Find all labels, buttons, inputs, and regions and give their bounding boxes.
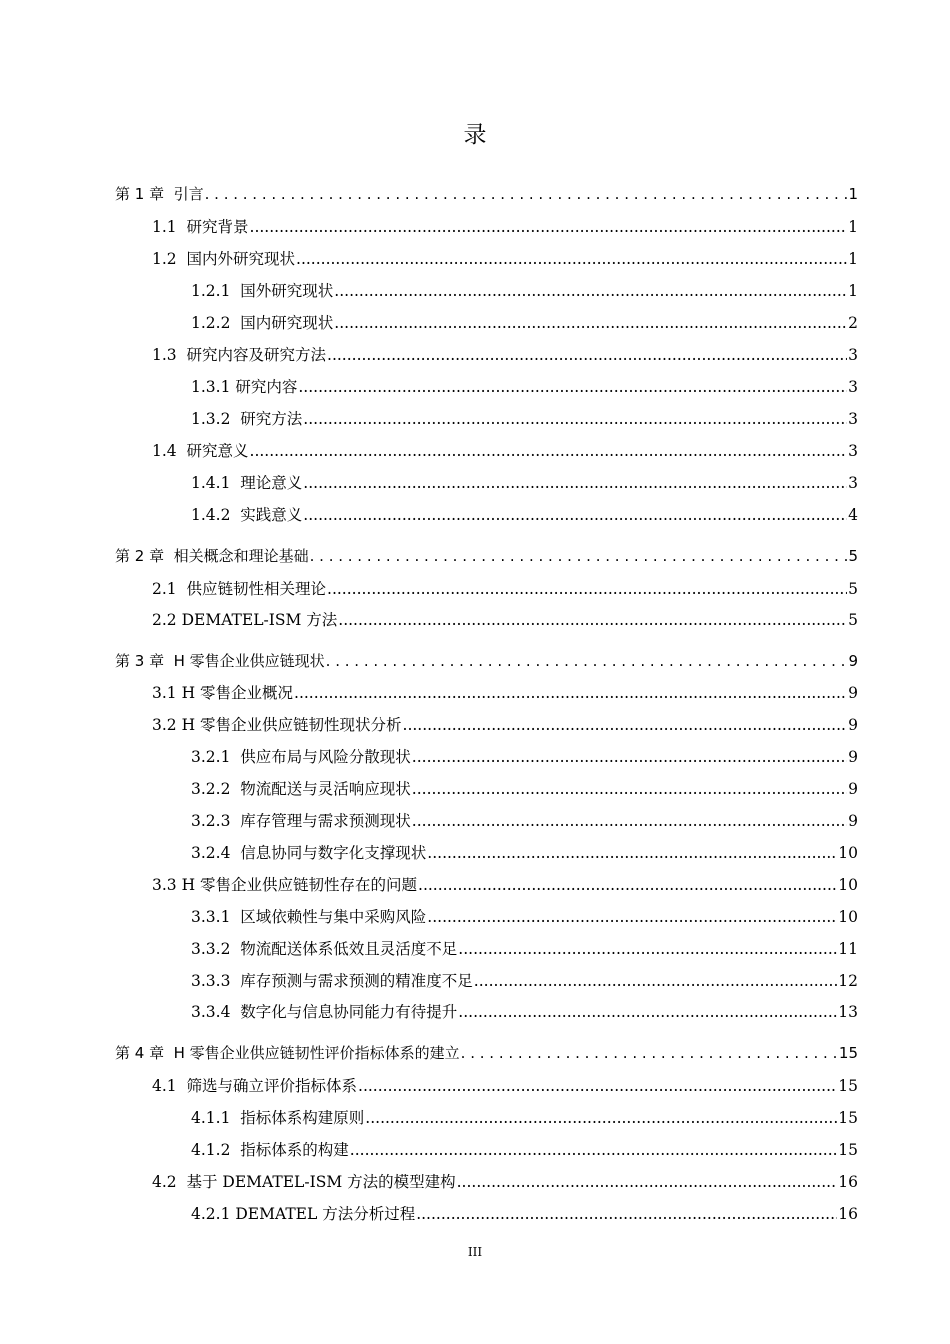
page-number: III: [467, 1245, 483, 1259]
toc-entry-label: 第 1 章 引言: [115, 185, 204, 203]
toc-entry[interactable]: [152, 681, 858, 703]
toc-entry-page: 5: [848, 580, 858, 598]
toc-entry-page: 10: [838, 844, 858, 862]
toc-leader-dots: [334, 282, 847, 300]
toc-entry-label: 第 3 章 H 零售企业供应链现状: [115, 652, 325, 670]
toc-entry-page: 9: [848, 812, 858, 830]
toc-entry[interactable]: [152, 713, 858, 735]
toc-leader-dots: [350, 1141, 837, 1159]
toc-entry-page: 10: [838, 908, 858, 926]
toc-entry-page: 15: [838, 1077, 858, 1095]
toc-entry-label: 1.3.2 研究方法: [191, 410, 303, 428]
toc-entry-label: 3.2.2 物流配送与灵活响应现状: [191, 780, 411, 798]
toc-leader-dots: [461, 1044, 838, 1062]
toc-leader-dots: [412, 812, 847, 830]
toc-entry-page: 3: [848, 410, 858, 428]
toc-entry[interactable]: [191, 503, 858, 525]
toc-leader-dots: [338, 611, 847, 629]
toc-entry[interactable]: [115, 545, 858, 567]
toc-entry[interactable]: [115, 1042, 858, 1064]
toc-entry-label: 1.4.2 实践意义: [191, 506, 303, 524]
toc-leader-dots: [303, 506, 847, 524]
toc-entry[interactable]: [152, 215, 858, 237]
toc-leader-dots: [294, 684, 847, 702]
toc-entry[interactable]: [152, 577, 858, 599]
toc-leader-dots: [205, 185, 848, 203]
toc-entry-page: 15: [838, 1141, 858, 1159]
toc-leader-dots: [474, 972, 837, 990]
toc-entry-label: 3.3.2 物流配送体系低效且灵活度不足: [191, 940, 458, 958]
toc-leader-dots: [416, 1205, 837, 1223]
toc-leader-dots: [358, 1077, 837, 1095]
toc-entry-label: 1.2.2 国内研究现状: [191, 314, 334, 332]
toc-entry-page: 12: [838, 972, 858, 990]
toc-entry-page: 9: [848, 684, 858, 702]
toc-entry-label: 1.4 研究意义: [152, 442, 249, 460]
toc-leader-dots: [327, 580, 847, 598]
toc-leader-dots: [458, 1003, 837, 1021]
toc-entry[interactable]: [191, 471, 858, 493]
toc-entry-label: 2.2 DEMATEL-ISM 方法: [152, 611, 338, 629]
toc-entry-page: 11: [838, 940, 858, 958]
toc-entry[interactable]: [191, 745, 858, 767]
toc-leader-dots: [457, 1173, 838, 1191]
toc-leader-dots: [365, 1109, 837, 1127]
toc-entry-label: 第 4 章 H 零售企业供应链韧性评价指标体系的建立: [115, 1044, 460, 1062]
toc-entry-label: 2.1 供应链韧性相关理论: [152, 580, 327, 598]
toc-leader-dots: [458, 940, 837, 958]
toc-entry-page: 5: [848, 547, 858, 565]
toc-entry-label: 3.1 H 零售企业概况: [152, 684, 294, 702]
toc-entry[interactable]: [191, 1138, 858, 1160]
toc-entry-label: 1.3.1 研究内容: [191, 378, 298, 396]
toc-leader-dots: [412, 780, 847, 798]
toc-entry-page: 9: [848, 652, 858, 670]
toc-entry[interactable]: [152, 247, 858, 269]
toc-entry-label: 1.1 研究背景: [152, 218, 249, 236]
toc-entry-label: 3.3.4 数字化与信息协同能力有待提升: [191, 1003, 458, 1021]
toc-entry-page: 13: [838, 1003, 858, 1021]
toc-entry-label: 4.1.2 指标体系的构建: [191, 1141, 349, 1159]
toc-entry[interactable]: [191, 375, 858, 397]
toc-entry-page: 5: [848, 611, 858, 629]
toc-leader-dots: [403, 716, 848, 734]
toc-entry-label: 4.2 基于 DEMATEL-ISM 方法的模型建构: [152, 1173, 456, 1191]
toc-leader-dots: [412, 748, 847, 766]
toc-entry[interactable]: [191, 809, 858, 831]
toc-leader-dots: [310, 547, 848, 565]
toc-entry[interactable]: [191, 937, 858, 959]
toc-entry-label: 3.2.4 信息协同与数字化支撑现状: [191, 844, 427, 862]
toc-leader-dots: [326, 652, 848, 670]
toc-entry-label: 1.4.1 理论意义: [191, 474, 303, 492]
toc-entry[interactable]: [152, 439, 858, 461]
toc-entry[interactable]: [191, 311, 858, 333]
toc-leader-dots: [303, 474, 847, 492]
toc-entry[interactable]: [191, 841, 858, 863]
toc-entry-label: 3.2.1 供应布局与风险分散现状: [191, 748, 411, 766]
toc-entry[interactable]: [152, 1170, 858, 1192]
toc-entry-page: 9: [848, 748, 858, 766]
toc-entry[interactable]: [152, 343, 858, 365]
toc-entry[interactable]: [191, 777, 858, 799]
toc-entry-label: 第 2 章 相关概念和理论基础: [115, 547, 309, 565]
toc-entry[interactable]: [191, 1000, 858, 1022]
toc-entry[interactable]: [115, 183, 858, 205]
toc-entry-label: 1.2 国内外研究现状: [152, 250, 296, 268]
toc-entry-page: 10: [838, 876, 858, 894]
toc-entry-page: 15: [838, 1109, 858, 1127]
toc-entry-page: 1: [848, 218, 858, 236]
toc-entry[interactable]: [191, 279, 858, 301]
toc-entry-label: 3.2.3 库存管理与需求预测现状: [191, 812, 411, 830]
toc-entry-page: 1: [848, 185, 858, 203]
toc-entry-label: 4.2.1 DEMATEL 方法分析过程: [191, 1205, 416, 1223]
toc-entry-page: 9: [848, 716, 858, 734]
toc-leader-dots: [334, 314, 847, 332]
toc-entry-label: 3.3 H 零售企业供应链韧性存在的问题: [152, 876, 418, 894]
toc-entry[interactable]: [115, 650, 858, 672]
toc-entry-page: 9: [848, 780, 858, 798]
toc-entry-label: 3.3.3 库存预测与需求预测的精准度不足: [191, 972, 473, 990]
toc-entry-page: 3: [848, 474, 858, 492]
toc-entry-label: 1.3 研究内容及研究方法: [152, 346, 327, 364]
toc-leader-dots: [427, 844, 837, 862]
toc-leader-dots: [296, 250, 847, 268]
toc-leader-dots: [298, 378, 847, 396]
toc-entry-label: 3.3.1 区域依赖性与集中采购风险: [191, 908, 427, 926]
toc-entry[interactable]: [152, 873, 858, 895]
toc-entry-page: 16: [838, 1173, 858, 1191]
toc-leader-dots: [327, 346, 847, 364]
toc-entry-label: 3.2 H 零售企业供应链韧性现状分析: [152, 716, 402, 734]
toc-leader-dots: [418, 876, 837, 894]
toc-entry[interactable]: [191, 1106, 858, 1128]
toc-entry-page: 4: [848, 506, 858, 524]
toc-entry-label: 4.1 筛选与确立评价指标体系: [152, 1077, 358, 1095]
toc-entry-page: 2: [848, 314, 858, 332]
toc-entry-label: 1.2.1 国外研究现状: [191, 282, 334, 300]
toc-leader-dots: [250, 442, 848, 460]
toc-leader-dots: [250, 218, 848, 236]
toc-leader-dots: [303, 410, 847, 428]
toc-entry-page: 1: [848, 250, 858, 268]
toc-leader-dots: [427, 908, 837, 926]
toc-entry[interactable]: [191, 905, 858, 927]
toc-entry-page: 1: [848, 282, 858, 300]
toc-entry[interactable]: [152, 608, 858, 630]
toc-entry[interactable]: [191, 1202, 858, 1224]
toc-entry[interactable]: [152, 1074, 858, 1096]
toc-entry-label: 4.1.1 指标体系构建原则: [191, 1109, 365, 1127]
toc-entry-page: 3: [848, 442, 858, 460]
toc-entry-page: 15: [838, 1044, 858, 1062]
toc-entry[interactable]: [191, 407, 858, 429]
toc-entry-page: 3: [848, 378, 858, 396]
toc-entry-page: 3: [848, 346, 858, 364]
toc-entry[interactable]: [191, 969, 858, 991]
toc-entry-page: 16: [838, 1205, 858, 1223]
page-title: 录: [463, 122, 487, 148]
